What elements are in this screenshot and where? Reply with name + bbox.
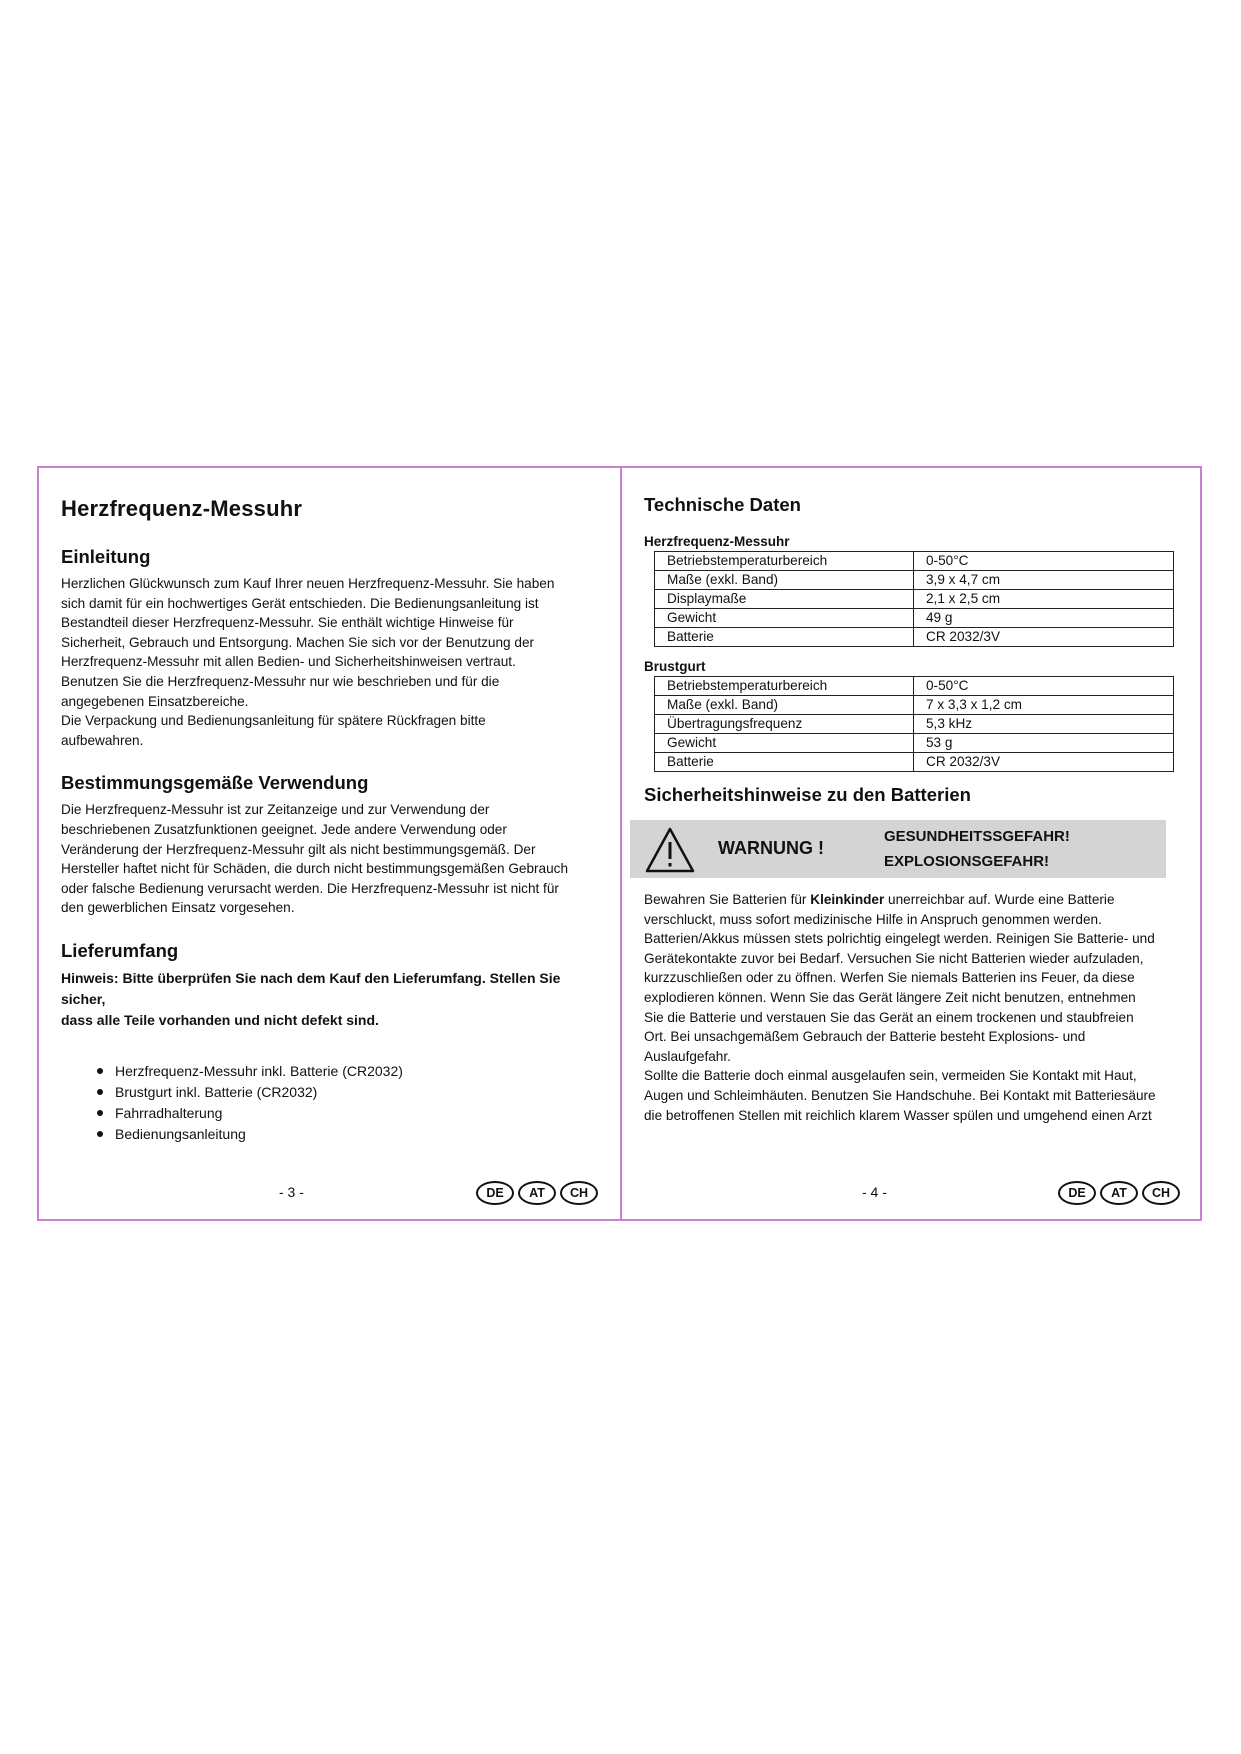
text-line: angegebenen Einsatzbereiche. [61,693,249,709]
text-line: Batterien/Akkus müssen stets polrichtig eingelegt werden. Reinigen Sie Batterie- und [644,931,1155,947]
page-footer [622,1181,1202,1207]
watch-spec-table [654,551,1174,647]
table-row [655,571,1174,590]
text-line: Hersteller haftet nicht für Schäden, die durch nicht bestimmungsgemäßen Gebrauch [61,861,569,877]
text-line: Gerätekontakte zuvor bei Bedarf. Versuchen Sie nicht Batterien wieder aufzuladen, [644,950,1144,966]
warning-line: GESUNDHEITSSGEFAHR! [884,828,1070,845]
table-row [655,677,1174,696]
text-bold: Kleinkinder [810,892,885,907]
text-line: Bewahren Sie Batterien für [644,892,811,907]
spec-value: 2,1 x 2,5 cm [914,590,1174,609]
page-left [39,468,620,1219]
spec-label: Batterie [655,753,914,772]
safety-heading: Sicherheitshinweise zu den Batterien [644,784,971,805]
spec-label: Gewicht [655,734,914,753]
country-badge-ch: CH [1142,1181,1180,1205]
notice-line: dass alle Teile vorhanden und nicht defekt sind. [61,1011,379,1028]
intro-section [61,546,598,750]
spec-value: CR 2032/3V [914,753,1174,772]
text-line: Herzlichen Glückwunsch zum Kauf Ihrer neuen Herzfrequenz-Messuhr. Sie haben [61,576,555,591]
list-item: Herzfrequenz-Messuhr inkl. Batterie (CR2032) [97,1061,598,1082]
list-item: Bedienungsanleitung [97,1124,598,1145]
table-row [655,715,1174,734]
watch-table-title: Herzfrequenz-Messuhr [644,534,790,549]
text-line: Bestandteil dieser Herzfrequenz-Messuhr. Sie enthält wichtige Hinweise für [61,615,514,631]
country-badges [476,1181,598,1205]
text-line: die betroffenen Stellen mit reichlich klarem Wasser spülen und umgehend einen Arzt [644,1107,1152,1123]
page-number: - 4 - [862,1184,887,1200]
spec-label: Gewicht [655,609,914,628]
spec-value: 0-50°C [914,552,1174,571]
text-line: beschriebenen Zusatzfunktionen geeignet. Jede andere Verwendung oder [61,821,507,837]
scope-heading: Lieferumfang [61,939,179,961]
spec-value: 7 x 3,3 x 1,2 cm [914,696,1174,715]
page-number: - 3 - [279,1184,304,1200]
text-line: Die Verpackung und Bedienungsanleitung für spätere Rückfragen bitte [61,713,486,729]
belt-spec-table [654,676,1174,772]
tech-heading: Technische Daten [644,494,801,515]
spec-value: 0-50°C [914,677,1174,696]
text-line: aufbewahren. [61,732,144,748]
text-line: sich damit für ein hochwertiges Gerät entschieden. Die Bedienungsanleitung ist [61,595,539,611]
table-row [655,590,1174,609]
page-title: Herzfrequenz-Messuhr [61,496,303,521]
warning-message [884,824,1070,874]
country-badge-de: DE [476,1181,514,1205]
text-line: verschluckt, muss sofort medizinische Hilfe in Anspruch genommen werden. [644,911,1102,927]
warning-triangle-icon [644,826,696,874]
spec-label: Displaymaße [655,590,914,609]
table-row [655,609,1174,628]
spec-value: 3,9 x 4,7 cm [914,571,1174,590]
scope-list [61,1061,598,1145]
country-badge-at: AT [1100,1181,1138,1205]
country-badge-at: AT [518,1181,556,1205]
intro-heading: Einleitung [61,546,151,567]
table-row [655,628,1174,647]
use-text [61,800,598,918]
spec-label: Betriebstemperaturbereich [655,552,914,571]
text-line: Veränderung der Herzfrequenz-Messuhr gilt als nicht bestimmungsgemäß. Der [61,841,536,857]
spec-value: CR 2032/3V [914,628,1174,647]
spec-label: Betriebstemperaturbereich [655,677,914,696]
text-line: den gewerblichen Einsatz vorgesehen. [61,900,295,916]
warning-box [630,820,1166,878]
belt-table-title: Brustgurt [644,659,706,674]
spec-label: Übertragungsfrequenz [655,715,914,734]
spec-label: Maße (exkl. Band) [655,696,914,715]
spec-value: 5,3 kHz [914,715,1174,734]
text-line: Ort. Bei unsachgemäßem Gebrauch der Batterie besteht Explosions- und [644,1029,1086,1045]
list-item: Brustgurt inkl. Batterie (CR2032) [97,1082,598,1103]
use-section [61,772,598,918]
country-badge-de: DE [1058,1181,1096,1205]
page-footer [39,1181,620,1207]
text-line: explodieren können. Wenn Sie das Gerät längere Zeit nicht benutzen, entnehmen [644,989,1136,1005]
country-badge-ch: CH [560,1181,598,1205]
spec-label: Maße (exkl. Band) [655,571,914,590]
table-row [655,696,1174,715]
spec-value: 53 g [914,734,1174,753]
text-line: Die Herzfrequenz-Messuhr ist zur Zeitanzeige und zur Verwendung der [61,802,490,818]
text-line: unerreichbar auf. Wurde eine Batterie [884,892,1115,907]
country-badges [1058,1181,1180,1205]
list-item: Fahrradhalterung [97,1103,598,1124]
table-row [655,552,1174,571]
text-line: Herzfrequenz-Messuhr mit allen Bedien- und Sicherheitshinweisen vertraut. [61,654,516,670]
scope-section [61,940,598,1145]
spec-value: 49 g [914,609,1174,628]
page-right [622,468,1202,1219]
text-line: oder falsche Bedienung verursacht werden. Die Herzfrequenz-Messuhr ist nicht für [61,880,559,896]
text-line: Benutzen Sie die Herzfrequenz-Messuhr nur wie beschrieben und für die [61,673,500,689]
intro-text [61,574,598,750]
text-line: kurzzuschließen oder zu öffnen. Werfen Sie niemals Batterien ins Feuer, da diese [644,970,1135,986]
text-line: Sicherheit, Gebrauch und Entsorgung. Machen Sie sich vor der Benutzung der [61,634,535,650]
text-line: Auslaufgefahr. [644,1048,731,1064]
spec-label: Batterie [655,628,914,647]
manual-spread [37,466,1202,1221]
scope-notice [61,968,598,1031]
text-line: Sollte die Batterie doch einmal ausgelaufen sein, vermeiden Sie Kontakt mit Haut, [644,1068,1137,1084]
use-heading: Bestimmungsgemäße Verwendung [61,772,369,794]
text-line: Augen und Schleimhäuten. Benutzen Sie Handschuhe. Bei Kontakt mit Batteriesäure [644,1087,1156,1103]
text-line: Sie die Batterie und verstauen Sie das Gerät an einem trockenen und staubfreien [644,1009,1134,1025]
table-row [655,753,1174,772]
table-row [655,734,1174,753]
warning-label: WARNUNG ! [718,838,824,858]
notice-line: Hinweis: Bitte überprüfen Sie nach dem Kauf den Lieferumfang. Stellen Sie sicher, [61,969,561,1007]
warning-line: EXPLOSIONSGEFAHR! [884,853,1050,870]
safety-text [644,890,1180,1125]
